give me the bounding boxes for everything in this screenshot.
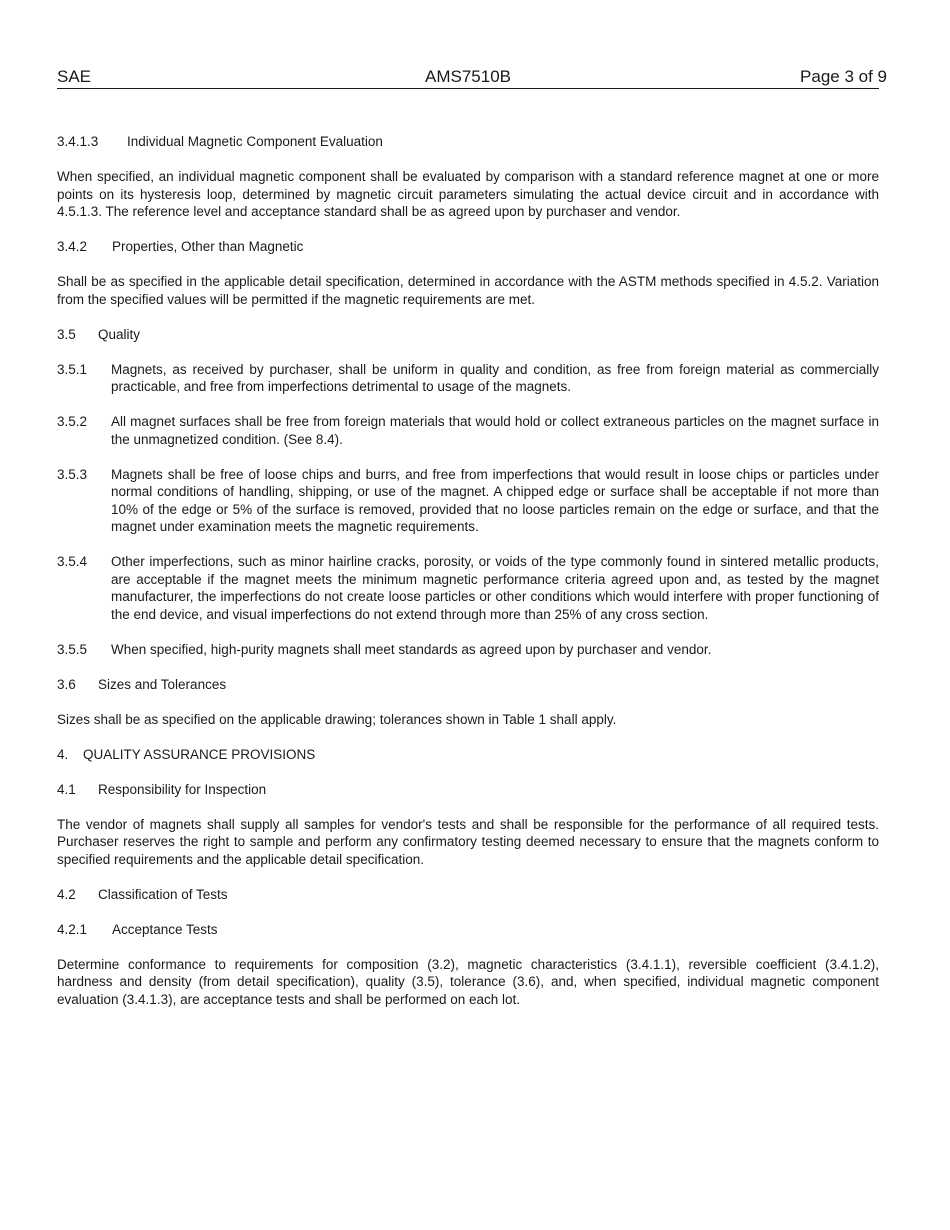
section-title: Classification of Tests: [98, 886, 228, 902]
item-number: 3.5.2: [57, 414, 88, 429]
item-number: 3.5.1: [57, 361, 88, 377]
paragraph: Sizes shall be as specified on the applicable drawing; tolerances shown in Table 1 shall apply.: [57, 711, 617, 727]
section-title: Acceptance Tests: [112, 921, 218, 937]
section-heading: [57, 781, 879, 799]
section-number: 3.4.1.3: [57, 134, 99, 149]
item-number: 3.5.3: [57, 466, 88, 482]
header-page-number: Page 3 of 9: [800, 67, 887, 86]
section-title: Individual Magnetic Component Evaluation: [127, 134, 383, 149]
section-number: 4.: [57, 746, 69, 762]
paragraph: Determine conformance to requirements for composition (3.2), magnetic characteristics (3.4.1.1), reversible coefficient (3.4.1.2), hardness and density (from detail specification), quality (3.5), tolerance (3.6), and, when specified, individual magnetic component evaluation (3.4.1.3), are acceptance tests and shall be performed on each lot.: [57, 956, 879, 1007]
section-title: Properties, Other than Magnetic: [112, 239, 304, 254]
section-heading: [57, 746, 879, 764]
item-text: Other imperfections, such as minor hairline cracks, porosity, or voids of the type commonly found in sintered metallic products, are acceptable if the magnet meets the minimum magnetic performance criteria agreed upon and, as tested by the magnet manufacturer, the imperfections do not create loose particles or other conditions which would interfere with proper functioning of the end device, and visual imperfections do not extend through more than 25% of any cross section.: [111, 554, 879, 622]
section-number: 4.1: [57, 781, 76, 797]
section-number: 3.4.2: [57, 239, 88, 254]
numbered-item: [57, 361, 879, 396]
section-number: 3.5: [57, 326, 76, 342]
numbered-item: [57, 413, 879, 448]
section-number: 4.2: [57, 886, 76, 902]
section-heading: [57, 238, 879, 256]
paragraph: Shall be as specified in the applicable detail specification, determined in accordance with the ASTM methods specified in 4.5.2. Variation from the specified values will be permitted if the magnetic requirements are met.: [57, 274, 879, 307]
section-heading: [57, 133, 879, 151]
item-text: All magnet surfaces shall be free from foreign materials that would hold or collect extraneous particles on the magnet surface in the unmagnetized condition. (See 8.4).: [111, 414, 879, 447]
header-organization: SAE: [57, 67, 92, 86]
item-text: Magnets, as received by purchaser, shall be uniform in quality and condition, as free from foreign material as commercially practicable, and free from imperfections detrimental to usage of the magnets.: [111, 361, 879, 394]
paragraph: When specified, an individual magnetic component shall be evaluated by comparison with a standard reference magnet at one or more points on its hysteresis loop, determined by magnetic circuit parameters simulating the actual device circuit and in accordance with 4.5.1.3. The reference level and acceptance standard shall be as agreed upon by purchaser and vendor.: [57, 169, 879, 219]
header-document-id: AMS7510B: [425, 67, 511, 86]
section-number: 3.6: [57, 676, 76, 692]
section-title: Sizes and Tolerances: [98, 676, 227, 692]
item-text: Magnets shall be free of loose chips and burrs, and free from imperfections that would result in loose chips or particles under normal conditions of handling, shipping, or use of the magnet. A chipped edge or surface shall be acceptable if not more than 10% of the edge or 5% of the surface is removed, provided that no loose particles remain on the edge or surface, and that the magnet under examination meets the magnetic requirements.: [111, 466, 879, 534]
item-number: 3.5.5: [57, 641, 88, 657]
section-heading: [57, 326, 879, 344]
numbered-item: [57, 466, 879, 536]
section-title: Quality: [98, 326, 141, 342]
document-page: [57, 66, 887, 1026]
paragraph: The vendor of magnets shall supply all samples for vendor's tests and shall be responsible for the performance of all required tests. Purchaser reserves the right to sample and perform any confirmatory testing deemed necessary to ensure that the magnets conform to specified requirements and the applicable detail specification.: [57, 816, 879, 867]
document-body: [57, 133, 879, 1008]
numbered-item: [57, 641, 879, 659]
page-header: [57, 66, 887, 89]
item-number: 3.5.4: [57, 554, 88, 569]
section-heading: [57, 676, 879, 694]
section-heading: [57, 886, 879, 904]
numbered-item: [57, 553, 879, 623]
section-number: 4.2.1: [57, 921, 88, 937]
section-title: Responsibility for Inspection: [98, 781, 267, 797]
section-heading: [57, 921, 879, 939]
section-title: QUALITY ASSURANCE PROVISIONS: [83, 746, 316, 762]
item-text: When specified, high-purity magnets shall meet standards as agreed upon by purchaser and vendor.: [111, 641, 712, 657]
